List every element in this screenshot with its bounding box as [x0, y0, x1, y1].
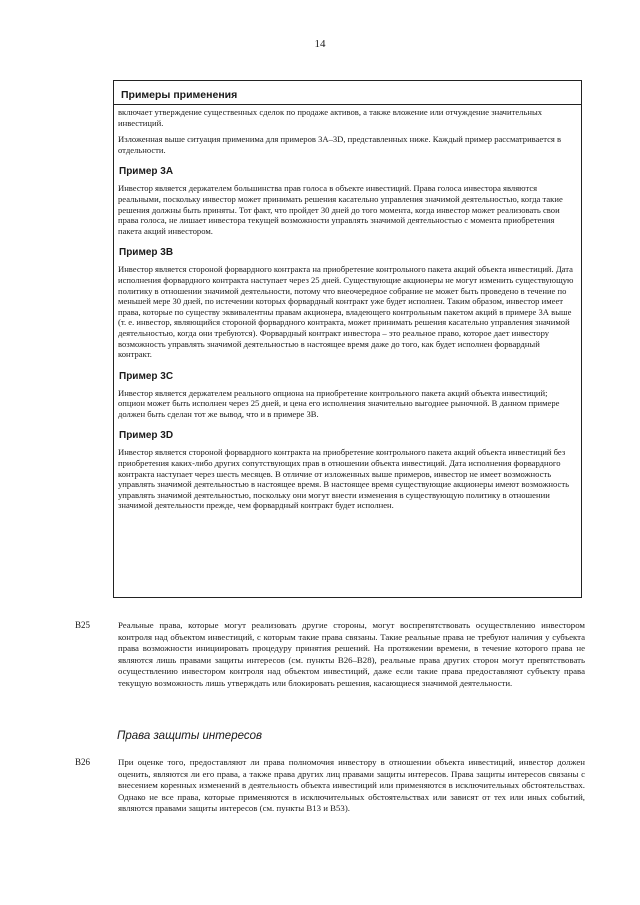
paragraph-text: Реальные права, которые могут реализовать другие стороны, могут воспрепятствовать осуществлению инвестором контроля над объектом инвестиций, с которым такие права связаны. Такие реальные права не требуют наличия у субъекта права возможности инициировать процедуру принятия решений. На протяжении времени, в течение которого права не являются лишь правами защиты интересов (см. пункты B26–B28), реальные права других сторон могут препятствовать осуществлению инвестором контроля над объектом инвестиций, даже если такие права предоставляют субъекту права текущую возможность лишь утверждать или блокировать решения, касающиеся значимой деятельности.	[118, 620, 585, 688]
section-heading: Права защиты интересов	[117, 730, 263, 742]
paragraph-number: B26	[75, 757, 91, 767]
paragraph-b26	[75, 757, 585, 815]
paragraph-number: B25	[75, 620, 91, 630]
example-3b-heading: Пример 3В	[119, 247, 174, 259]
example-3c-text: Инвестор является держателем реального опциона на приобретение контрольного пакета акций объекта инвестиций; опцион может быть исполнен через 25 дней, и цена его исполнения значительно выгоднее рыночной. В данном примере должен быть сделан тот же вывод, что и в примере 3В.	[118, 387, 560, 419]
paragraph-b25	[75, 620, 585, 690]
box-body	[114, 105, 581, 511]
example-3a-text: Инвестор является держателем большинства прав голоса в объекте инвестиций. Права голоса инвестора являются реальными, поскольку инвестор может принимать решения касательно управления значимой деятельностью, когда такие решения должны быть приняты. Тот факт, что пройдет 30 дней до того момента, когда инвестор может реализовать свои права голоса, не лишает инвестора текущей возможности управлять значимой деятельностью с момента приобретения пакета акций инвестором.	[118, 183, 563, 236]
box-intro-paragraph: включает утверждение существенных сделок по продаже активов, а также вложение или отчуждение значительных инвестиций.	[118, 107, 543, 128]
example-3b-text: Инвестор является стороной форвардного контракта на приобретение контрольного пакета акций объекта инвестиций. Дата исполнения форвардного контракта наступает через 25 дней. Существующие акционеры не могут изменить существующую политику в отношении значимой деятельности, потому что внеочередное собрание не может быть проведено в течение по меньшей мере 30 дней, по истечении которых форвардный контракт уже будет исполнен. Таким образом, инвестор имеет права, которые по существу эквивалентны правам акционера, владеющего контрольным пакетом акций в примере 3А выше (т. е. инвестор, являющийся стороной форвардного контракта, может принимать решения касательно управления значимой деятельностью, когда они требуются). Форвардный контракт инвестора – это реальное право, которое дает инвестору возможность управлять значимой деятельностью в настоящее время даже до того, как будет исполнен форвардный контракт.	[118, 264, 574, 360]
example-3a-heading: Пример 3А	[119, 166, 174, 178]
paragraph-text: При оценке того, предоставляют ли права полномочия инвестору в отношении объекта инвестиций, инвестор должен оценить, являются ли его права, а также права других лиц правами защиты интересов. Права защиты интересов связаны с внесением коренных изменений в деятельность объекта инвестиций или применяются в исключительных обстоятельствах. Однако не все права, которые применяются в исключительных обстоятельствах или зависят от тех или иных событий, являются правами защиты интересов (см. пункты B13 и B53).	[118, 757, 585, 814]
application-examples-box	[113, 80, 582, 598]
example-3d-text: Инвестор является стороной форвардного контракта на приобретение контрольного пакета акций объекта инвестиций без приобретения каких-либо других сопутствующих прав в отношении объекта инвестиций. Дата исполнения форвардного контракта наступает через шесть месяцев. В отличие от изложенных выше примеров, инвестор не имеет возможность управлять значимой деятельностью в настоящее время. В настоящее время существующие акционеры имеют возможность управлять значимой деятельностью, поскольку они могут внести изменения в существующую политику в отношении значимой деятельности прежде, чем форвардный контракт будет исполнен.	[118, 447, 569, 511]
example-3d-heading: Пример 3D	[119, 430, 174, 442]
box-intro-paragraph: Изложенная выше ситуация применима для примеров 3A–3D, представленных ниже. Каждый пример рассматривается в отдельности.	[118, 134, 562, 155]
example-3c-heading: Пример 3С	[119, 370, 174, 382]
box-title: Примеры применения	[114, 81, 581, 105]
page-number: 14	[314, 38, 326, 50]
